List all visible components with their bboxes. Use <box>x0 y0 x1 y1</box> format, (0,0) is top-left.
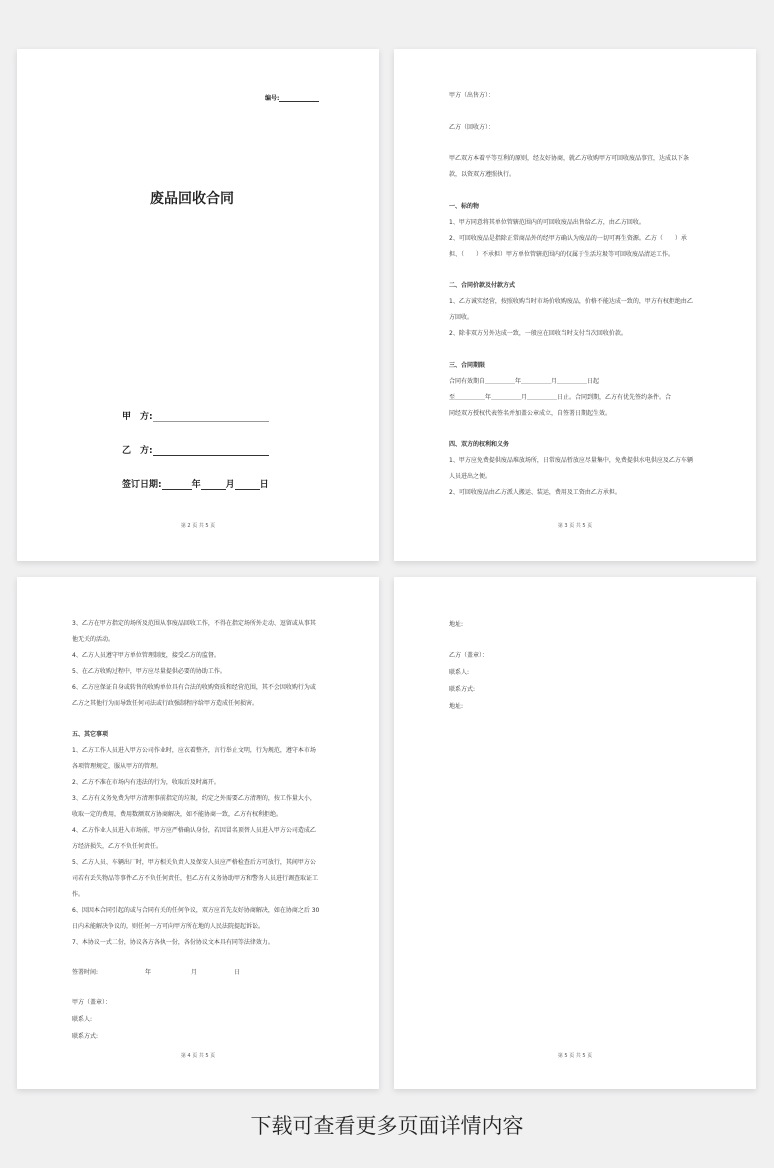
section-heading: 一、标的物 <box>449 203 480 210</box>
section-heading: 五、其它事项 <box>72 731 109 738</box>
text-line: 日内未能解决争议的，则任何一方可向甲方所在地的人民法院提起诉讼。 <box>72 923 265 930</box>
text-line: 他无关的活动。 <box>72 636 115 643</box>
section-heading: 三、合同期限 <box>449 362 486 369</box>
text-line: 同经双方授权代表签名并加盖公章成立，自签署日期起生效。 <box>449 410 612 417</box>
text-line: 2、可回收废品是指除正常商品外的经甲方确认为废品的一切可再生资源。乙方（ ）承 <box>449 235 687 242</box>
sign-time-year: 年 <box>145 969 152 976</box>
text-line: 司若有丢失物品等事件乙方不负任何责任，但乙方有义务协助甲方和警务人员进行调查取证工 <box>72 875 319 882</box>
document-title: 废品回收合同 <box>150 191 234 207</box>
text-line: 1、乙方工作人员进入甲方公司作业时，应衣着整齐，言行举止文明，行为规范，遵守本市场 <box>72 747 316 754</box>
sign-time-day: 日 <box>234 969 241 976</box>
download-more-banner: 下载可查看更多页面详情内容 <box>250 1114 524 1138</box>
text-line: 甲乙双方本着平等互利的原则，经友好协商，就乙方收购甲方可回收废品事宜，达成以下条 <box>449 155 690 162</box>
text-line: 甲方（出售方）： <box>449 92 495 99</box>
text-line: 6、乙方应保证自身或转售的收购单位具有合法的收购资质和经营范围，其不会因收购行为或 <box>72 684 316 691</box>
text-line: 2、除非双方另外达成一致，一般应在回收当时支付当次回收价款。 <box>449 330 627 337</box>
address-label: 地址: <box>449 621 464 628</box>
text-line: 1、甲方应免费提供废品堆放场所，日常废品暂放应尽量集中，免费提供水电供应及乙方车辆 <box>449 457 693 464</box>
text-line: 2、乙方不准在市场内有违法的行为，收取后及时离开。 <box>72 779 220 786</box>
party-a-seal-label: 甲方（盖章）： <box>72 999 112 1006</box>
document-page-cover <box>17 49 379 561</box>
page-footer: 第 2 页 共 5 页 <box>180 523 216 529</box>
text-line: 5、乙方人员、车辆出厂时，甲方相关负责人及保安人员应严格检查后方可放行，其间甲方公 <box>72 859 316 866</box>
page-footer: 第 5 页 共 5 页 <box>557 1053 593 1059</box>
party-b-seal-label: 乙方（盖章）： <box>449 652 489 659</box>
address-label: 地址: <box>449 703 464 710</box>
sign-time-label: 签署时间: <box>72 969 99 976</box>
sign-date-year: 年 <box>191 480 201 490</box>
text-line: 5、在乙方收购过程中，甲方应尽量提供必要的协助工作。 <box>72 668 226 675</box>
sign-date-line <box>122 477 269 490</box>
text-line: 乙方之其他行为而导致任何司法或行政强制程序给甲方造成任何损害。 <box>72 700 259 707</box>
party-b-blank <box>153 447 269 456</box>
contact-method-label: 联系方式: <box>449 686 476 693</box>
sign-date-label: 签订日期: <box>122 480 162 490</box>
document-page-4 <box>394 577 756 1089</box>
text-line: 6、因因本合同引起的或与合同有关的任何争议，双方应首先友好协商解决，如在协商之后 30 <box>72 907 320 914</box>
text-line: 担、（ ）不承担）甲方单位管辖范围内的仅属于生活垃圾等可回收废品清运工作。 <box>449 251 675 258</box>
text-line: 收取一定的费用，费用数额双方协商解决，如不能协商一致，乙方有权利拒绝。 <box>72 811 283 818</box>
text-line: 乙方（回收方）： <box>449 124 495 131</box>
text-line: 合同有效期自＿＿＿＿＿年＿＿＿＿＿月＿＿＿＿＿日起 <box>449 378 600 385</box>
contract-number <box>265 93 319 102</box>
text-line: 款，以资双方遵照执行。 <box>449 171 516 178</box>
contact-label: 联系人: <box>72 1016 93 1023</box>
text-line: 7、本协议一式二份，协议各方各执一份，各份协议文本具有同等法律效力。 <box>72 939 274 946</box>
party-a-label: 甲 方: <box>122 412 153 422</box>
page-footer: 第 3 页 共 5 页 <box>557 523 593 529</box>
sign-date-day: 日 <box>259 480 269 490</box>
text-line: 方经济损失，乙方不负任何责任。 <box>72 843 163 850</box>
text-line: 方回收。 <box>449 314 474 321</box>
contact-method-label: 联系方式: <box>72 1033 99 1040</box>
party-b-line <box>122 443 269 456</box>
party-b-label: 乙 方: <box>122 446 153 456</box>
section-heading: 二、合同价款及付款方式 <box>449 282 516 289</box>
page-footer: 第 4 页 共 5 页 <box>180 1053 216 1059</box>
section-heading: 四、双方的权利和义务 <box>449 441 510 448</box>
text-line: 人员进出之便。 <box>449 473 492 480</box>
text-line: 3、乙方在甲方指定的场所及范围从事废品回收工作，不得在指定场所外走动、逗留或从事其 <box>72 620 316 627</box>
text-line: 4、乙方人员遵守甲方单位管理制度，接受乙方的监督。 <box>72 652 220 659</box>
document-page-2 <box>394 49 756 561</box>
text-line: 1、甲方同意将其单位管辖范围内的可回收废品出售给乙方，由乙方回收。 <box>449 219 645 226</box>
party-a-blank <box>153 413 269 422</box>
text-line: 3、乙方有义务免费为甲方清理事前指定的垃圾，约定之外需要乙方清理的，按工作量大小， <box>72 795 316 802</box>
contract-number-blank <box>279 93 319 102</box>
contact-label: 联系人: <box>449 669 470 676</box>
party-a-line <box>122 409 269 422</box>
sign-date-month: 月 <box>225 480 235 490</box>
text-line: 2、可回收废品由乙方派人搬运、装运，费用及工资由乙方承担。 <box>449 489 621 496</box>
text-line: 1、乙方诚实经营，按照收购当时市场价收购废品，价格不能达成一致的，甲方有权拒绝由乙 <box>449 298 693 305</box>
document-page-3 <box>17 577 379 1089</box>
contract-number-label: 编号: <box>265 95 280 102</box>
text-line: 至＿＿＿＿＿年＿＿＿＿＿月＿＿＿＿＿日止。合同到期，乙方有优先签约条件。合 <box>449 394 672 401</box>
sign-time-month: 月 <box>191 969 198 976</box>
text-line: 各项管理规定，服从甲方的管理。 <box>72 763 163 770</box>
text-line: 4、乙方作业人员进入市场前，甲方应严格确认身份，若因冒名顶替人员进入甲方公司造成乙 <box>72 827 316 834</box>
text-line: 作。 <box>72 891 85 898</box>
